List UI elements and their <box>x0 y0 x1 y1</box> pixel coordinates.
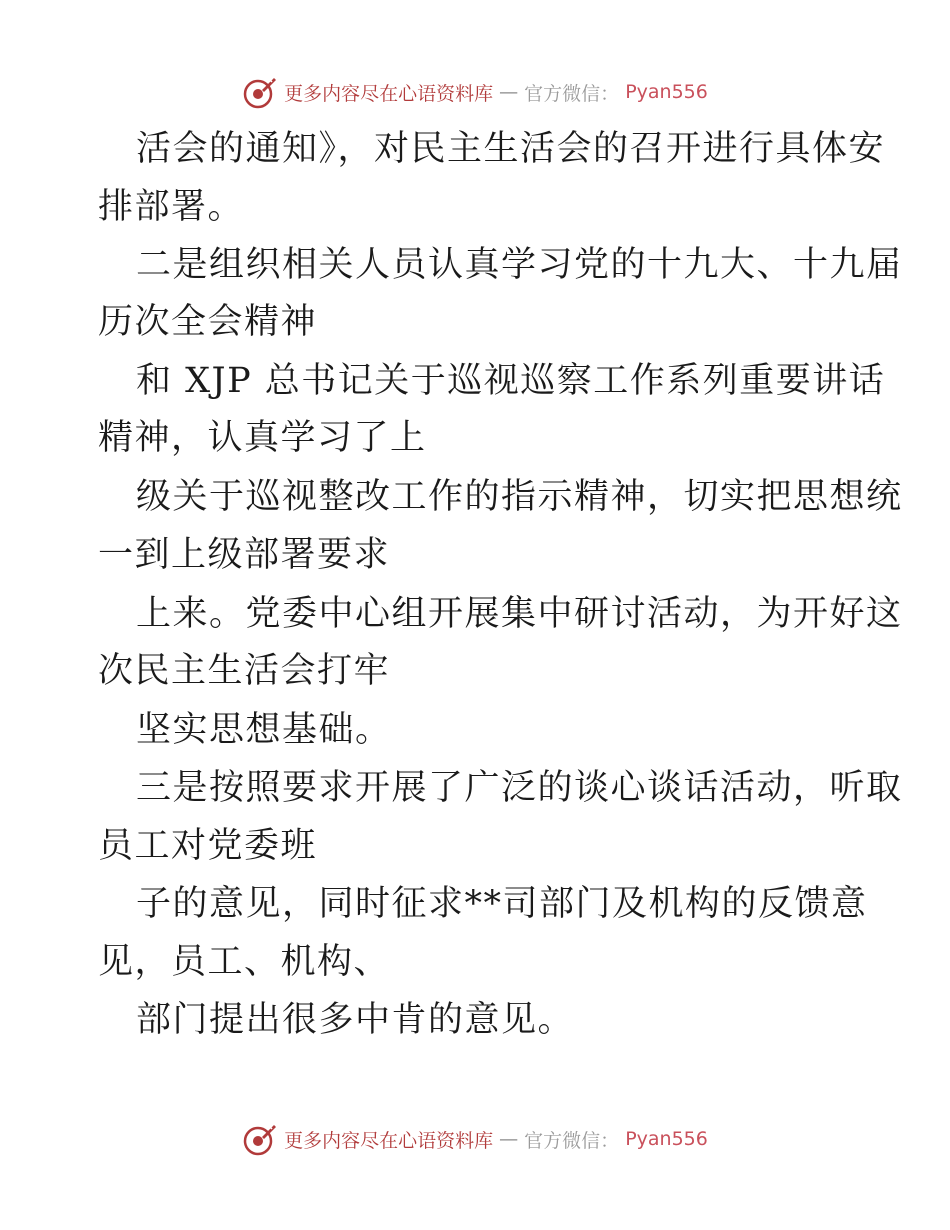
watermark-wechat-id: Pyan556 <box>625 1128 708 1150</box>
paragraph-line: 部门提出很多中肯的意见。 <box>136 1000 575 1040</box>
paragraph-line: 和 XJP 总书记关于巡视巡察工作系列重要讲话 <box>136 361 886 401</box>
watermark-wechat-id: Pyan556 <box>625 81 708 103</box>
watermark-wechat-label: 官方微信： <box>524 82 620 105</box>
watermark-wechat-label: 官方微信： <box>524 1129 620 1152</box>
pen-logo-icon <box>242 1121 278 1157</box>
paragraph-line: 级关于巡视整改工作的指示精神，切实把思想统 <box>136 477 903 517</box>
watermark-dash: — <box>499 81 519 103</box>
paragraph-line: 三是按照要求开展了广泛的谈心谈话活动，听取 <box>136 768 903 808</box>
paragraph-line: 活会的通知》，对民主生活会的召开进行具体安 <box>136 129 886 169</box>
paragraph-line: 一到上级部署要求 <box>98 535 391 575</box>
watermark-text: 更多内容尽在心语资料库 <box>284 1129 494 1152</box>
footer-watermark <box>0 1117 950 1161</box>
watermark-dash: — <box>499 1128 519 1150</box>
paragraph-line: 排部署。 <box>98 187 245 227</box>
paragraph-line: 次民主生活会打牢 <box>98 651 391 691</box>
paragraph-line: 历次全会精神 <box>98 302 318 342</box>
watermark-text: 更多内容尽在心语资料库 <box>284 82 494 105</box>
paragraph-line: 坚实思想基础。 <box>136 710 392 750</box>
paragraph-line: 精神，认真学习了上 <box>98 418 427 458</box>
paragraph-line: 二是组织相关人员认真学习党的十九大、十九届 <box>136 245 903 285</box>
paragraph-line: 子的意见，同时征求**司部门及机构的反馈意 <box>136 884 868 924</box>
paragraph-line: 见，员工、机构、 <box>98 942 391 982</box>
paragraph-line: 员工对党委班 <box>98 826 318 866</box>
paragraph-line: 上来。党委中心组开展集中研讨活动，为开好这 <box>136 594 903 634</box>
